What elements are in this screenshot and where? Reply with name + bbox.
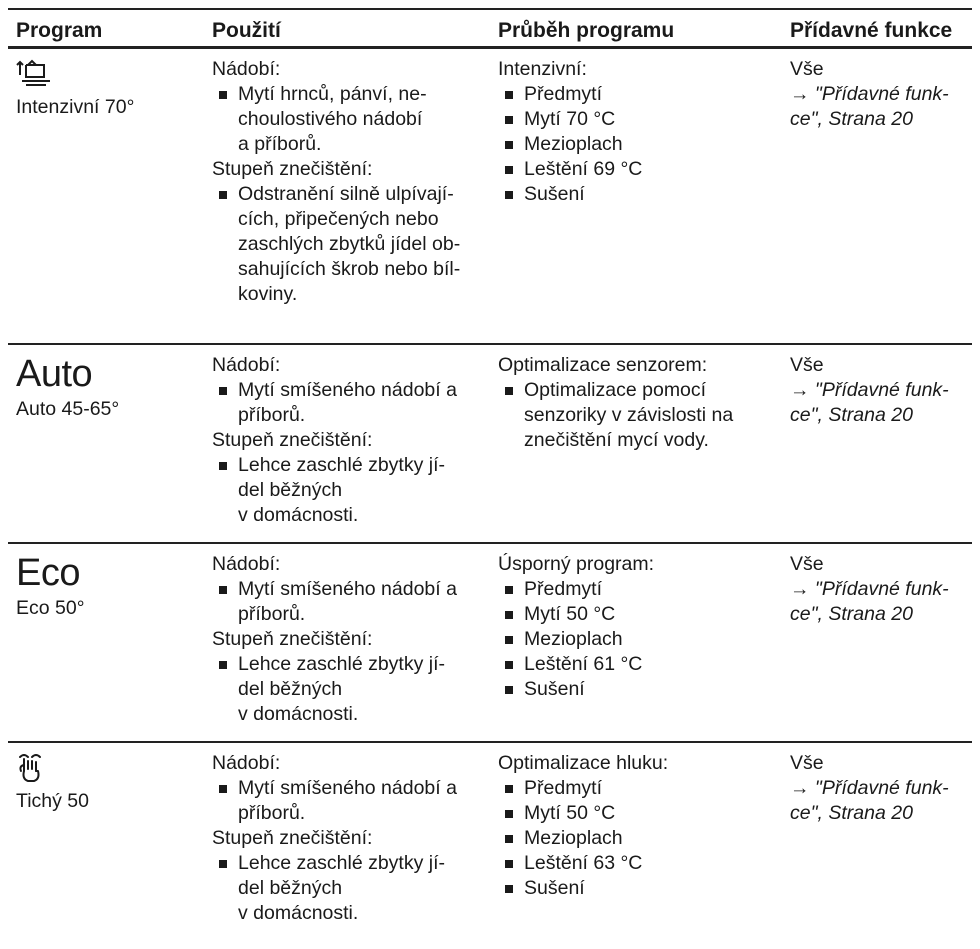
course-item: Mytí 70 °C (498, 107, 780, 132)
course-label: Optimalizace senzorem: (498, 354, 708, 376)
usage-label: Nádobí: (212, 354, 281, 376)
course-item: Mezioplach (498, 826, 780, 851)
table-row (8, 345, 972, 542)
extra-label: Vše (790, 752, 824, 774)
course-item: Sušení (498, 677, 780, 702)
usage-label: Stupeň znečištění: (212, 628, 373, 650)
course-cell (498, 57, 780, 207)
course-item: Předmytí (498, 776, 780, 801)
header-extra: Přídavné funkce (790, 19, 953, 42)
course-item: Leštění 63 °C (498, 851, 780, 876)
pot-icon (16, 57, 196, 93)
course-item: Mytí 50 °C (498, 801, 780, 826)
extra-cell (790, 751, 972, 826)
header-course: Průběh programu (498, 19, 675, 42)
usage-item: Lehce zaschlé zbytky jí- del běžných v domácnosti. (212, 652, 492, 727)
table-top-rule (8, 8, 972, 10)
program-name: Eco 50° (16, 597, 85, 619)
program-cell (16, 552, 196, 621)
course-item: Sušení (498, 182, 780, 207)
table-row (8, 743, 972, 949)
extra-reference: → "Přídavné funk- ce", Strana 20 (790, 83, 949, 130)
extra-reference: → "Přídavné funk- ce", Strana 20 (790, 777, 949, 824)
extra-cell (790, 353, 972, 428)
header-usage: Použití (212, 19, 281, 42)
table-row (8, 49, 972, 343)
program-cell (16, 751, 196, 814)
course-item: Mytí 50 °C (498, 602, 780, 627)
course-label: Optimalizace hluku: (498, 752, 669, 774)
course-label: Intenzivní: (498, 58, 587, 80)
extra-reference: → "Přídavné funk- ce", Strana 20 (790, 578, 949, 625)
usage-item: Mytí smíšeného nádobí a příborů. (212, 577, 492, 627)
usage-cell (212, 751, 492, 926)
usage-item: Odstranění silně ulpívají- cích, připečených nebo zaschlých zbytků jídel ob- sahujících škrob nebo bíl- koviny. (212, 182, 492, 307)
usage-label: Stupeň znečištění: (212, 158, 373, 180)
usage-cell (212, 353, 492, 528)
course-item: Předmytí (498, 577, 780, 602)
course-item: Leštění 69 °C (498, 157, 780, 182)
course-cell (498, 552, 780, 702)
usage-item: Mytí hrnců, pánví, ne- choulostivého nádobí a příborů. (212, 82, 492, 157)
extra-cell (790, 552, 972, 627)
usage-item: Mytí smíšeného nádobí a příborů. (212, 776, 492, 826)
program-name: Tichý 50 (16, 790, 89, 812)
extra-label: Vše (790, 58, 824, 80)
extra-cell (790, 57, 972, 132)
course-item: Leštění 61 °C (498, 652, 780, 677)
usage-label: Stupeň znečištění: (212, 827, 373, 849)
course-item: Mezioplach (498, 132, 780, 157)
course-label: Úsporný program: (498, 553, 655, 575)
program-name: Auto 45-65° (16, 398, 120, 420)
usage-item: Lehce zaschlé zbytky jí- del běžných v domácnosti. (212, 453, 492, 528)
program-cell (16, 353, 196, 422)
extra-label: Vše (790, 553, 824, 575)
table-row (8, 544, 972, 741)
extra-reference: → "Přídavné funk- ce", Strana 20 (790, 379, 949, 426)
program-cell (16, 57, 196, 120)
course-item: Optimalizace pomocí senzoriky v závislosti na znečištění mycí vody. (498, 378, 780, 453)
extra-label: Vše (790, 354, 824, 376)
program-symbol: Eco (16, 552, 80, 594)
usage-label: Nádobí: (212, 752, 281, 774)
usage-cell (212, 57, 492, 307)
course-item: Sušení (498, 876, 780, 901)
course-cell (498, 353, 780, 453)
usage-item: Mytí smíšeného nádobí a příborů. (212, 378, 492, 428)
course-item: Předmytí (498, 82, 780, 107)
usage-label: Nádobí: (212, 553, 281, 575)
course-cell (498, 751, 780, 901)
usage-item: Lehce zaschlé zbytky jí- del běžných v domácnosti. (212, 851, 492, 926)
course-item: Mezioplach (498, 627, 780, 652)
usage-label: Stupeň znečištění: (212, 429, 373, 451)
usage-label: Nádobí: (212, 58, 281, 80)
program-symbol: Auto (16, 353, 93, 395)
usage-cell (212, 552, 492, 727)
program-name: Intenzivní 70° (16, 96, 135, 118)
quiet-hand-icon (16, 751, 196, 787)
header-program: Program (16, 19, 103, 42)
